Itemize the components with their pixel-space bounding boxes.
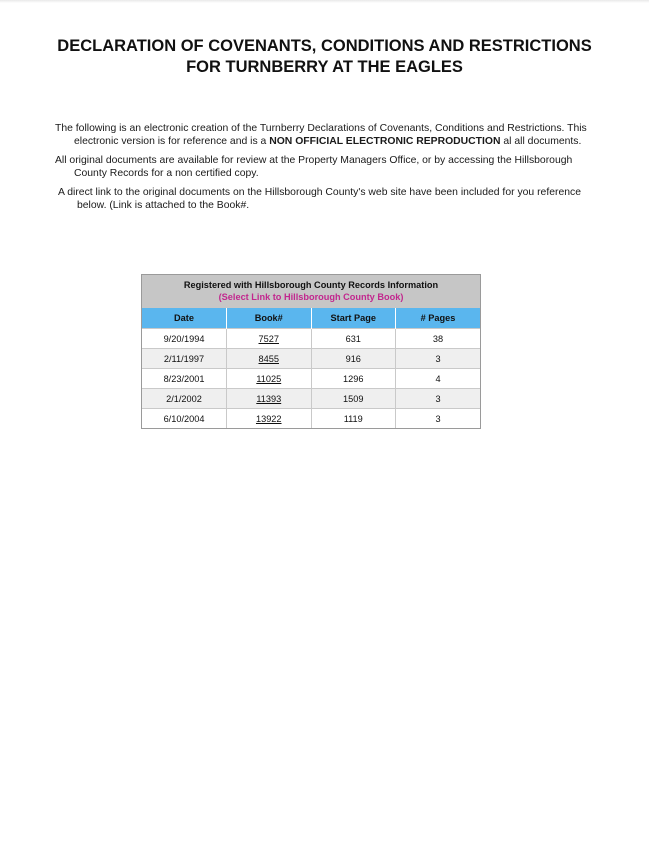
records-table-header xyxy=(142,275,480,308)
availability-line-1: All original documents are available for review at the Property Managers Office, or by accessing the Hillsborough xyxy=(55,155,573,166)
book-cell xyxy=(227,389,312,409)
title-line-2: FOR TURNBERRY AT THE EAGLES xyxy=(186,58,463,76)
pages-cell: 3 xyxy=(396,349,481,369)
document-title xyxy=(0,36,649,78)
book-link[interactable]: 11025 xyxy=(256,373,282,384)
intro-paragraph xyxy=(55,123,587,148)
pages-cell: 4 xyxy=(396,369,481,389)
table-row xyxy=(142,329,480,349)
table-row xyxy=(142,349,480,369)
book-cell xyxy=(227,409,312,429)
link-note-paragraph xyxy=(58,187,581,212)
records-subheading: (Select Link to Hillsborough County Book) xyxy=(218,292,404,302)
date-cell: 2/1/2002 xyxy=(142,389,227,409)
start-page-cell: 1296 xyxy=(311,369,396,389)
date-cell: 2/11/1997 xyxy=(142,349,227,369)
records-heading: Registered with Hillsborough County Records Information xyxy=(183,280,439,290)
link-note-line-2: below. (Link is attached to the Book#. xyxy=(77,199,250,211)
book-link[interactable]: 8455 xyxy=(258,353,279,364)
pages-cell: 38 xyxy=(396,329,481,349)
intro-text-pre: electronic version is for reference and is a xyxy=(74,135,270,147)
intro-line-1: The following is an electronic creation of the Turnberry Declarations of Covenants, Conditions and Restrictions. This xyxy=(55,123,587,134)
records-table-panel xyxy=(141,274,481,429)
availability-line-2: County Records for a non certified copy. xyxy=(74,167,259,179)
book-cell xyxy=(227,329,312,349)
intro-text-post: al all documents. xyxy=(500,135,582,147)
date-cell: 9/20/1994 xyxy=(142,329,227,349)
table-row xyxy=(142,389,480,409)
availability-paragraph xyxy=(55,155,572,180)
column-header-book: Book# xyxy=(227,308,312,329)
date-cell: 6/10/2004 xyxy=(142,409,227,429)
book-cell xyxy=(227,369,312,389)
non-official-notice: NON OFFICIAL ELECTRONIC REPRODUCTION xyxy=(269,135,501,147)
column-header-row xyxy=(142,308,480,329)
book-link[interactable]: 13922 xyxy=(255,413,282,424)
table-row xyxy=(142,409,480,429)
records-table xyxy=(142,308,480,428)
link-note-line-1: A direct link to the original documents on the Hillsborough County's web site have been included for you reference xyxy=(58,187,581,198)
pages-cell: 3 xyxy=(396,409,481,429)
start-page-cell: 1509 xyxy=(311,389,396,409)
date-cell: 8/23/2001 xyxy=(142,369,227,389)
book-link[interactable]: 7527 xyxy=(258,333,279,344)
column-header-pages: # Pages xyxy=(396,308,481,329)
start-page-cell: 1119 xyxy=(311,409,396,429)
start-page-cell: 631 xyxy=(311,329,396,349)
table-row xyxy=(142,369,480,389)
book-cell xyxy=(227,349,312,369)
start-page-cell: 916 xyxy=(311,349,396,369)
intro-line-2 xyxy=(55,136,587,149)
page-top-edge xyxy=(0,0,649,3)
column-header-start-page: Start Page xyxy=(311,308,396,329)
book-link[interactable]: 11393 xyxy=(256,393,282,404)
title-line-1: DECLARATION OF COVENANTS, CONDITIONS AND RESTRICTIONS xyxy=(57,37,592,55)
column-header-date: Date xyxy=(142,308,227,329)
pages-cell: 3 xyxy=(396,389,481,409)
